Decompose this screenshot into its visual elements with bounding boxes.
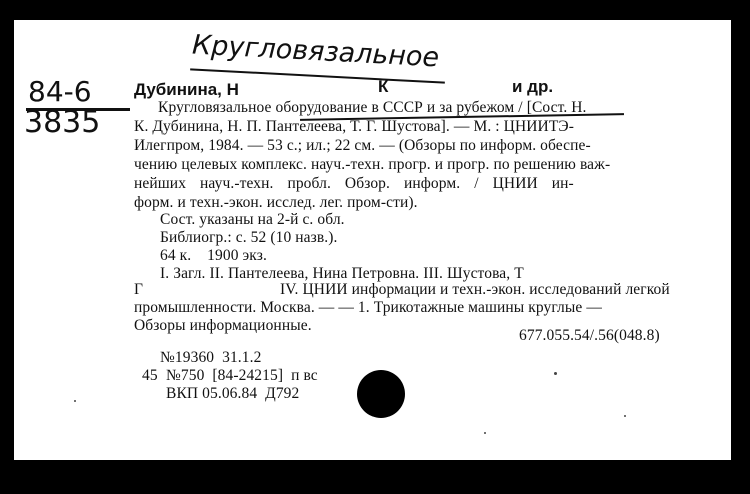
description-line: Илегпром, 1984. — 53 с.; ил.; 22 см. — (Обзоры по информ. обеспе- xyxy=(134,137,591,154)
description-line: нейших науч.-техн. пробл. Обзор. информ. / ЦНИИ ин- xyxy=(134,175,574,192)
description-line: чению целевых комплекс. науч.-техн. прогр. и прогр. по решению важ- xyxy=(134,156,611,173)
udc-number: 677.055.54/.56(048.8) xyxy=(519,327,660,344)
registry-order: №750 [84-24215] п вс xyxy=(166,367,318,384)
punch-hole xyxy=(357,370,405,418)
registry-vkp: ВКП 05.06.84 Д792 xyxy=(166,385,300,402)
scan-speck xyxy=(554,372,557,375)
tracing-line: IV. ЦНИИ информации и техн.-экон. исследований легкой xyxy=(280,281,670,298)
tracing-line: Обзоры информационные. xyxy=(134,317,312,334)
heading-author: Дубинина, Н xyxy=(134,80,239,99)
registry-order-prefix: 45 xyxy=(142,367,158,384)
note-line: 64 к. 1900 экз. xyxy=(160,247,267,264)
description-line: форм. и техн.-экон. исслед. лег. пром-сти). xyxy=(134,194,418,211)
catalog-card xyxy=(14,20,731,460)
handwritten-title: Кругловязальное xyxy=(191,29,440,74)
description-line: К. Дубинина, Н. П. Пантелеева, Т. Г. Шустова]. — М. : ЦНИИТЭ- xyxy=(134,118,574,135)
scan-speck xyxy=(484,432,486,434)
classification-bottom: 3835 xyxy=(24,105,101,140)
scan-speck xyxy=(624,415,626,417)
description-line: Кругловязальное оборудование в СССР и за рубежом / [Сост. Н. xyxy=(158,99,587,116)
classification-top: 84-6 xyxy=(28,75,92,108)
heading-initial: К xyxy=(378,77,389,96)
registry-number: №19360 31.1.2 xyxy=(160,349,262,366)
note-line: Сост. указаны на 2-й с. обл. xyxy=(160,211,345,228)
tracing-line: I. Загл. II. Пантелеева, Нина Петровна. III. Шустова, Т xyxy=(160,265,524,282)
heading-etal: и др. xyxy=(512,77,554,96)
note-line: Библиогр.: с. 52 (10 назв.). xyxy=(160,229,338,246)
tracing-line: промышленности. Москва. — — 1. Трикотажные машины круглые — xyxy=(134,299,602,316)
tracing-g: Г xyxy=(134,281,144,298)
scan-speck xyxy=(74,400,76,402)
